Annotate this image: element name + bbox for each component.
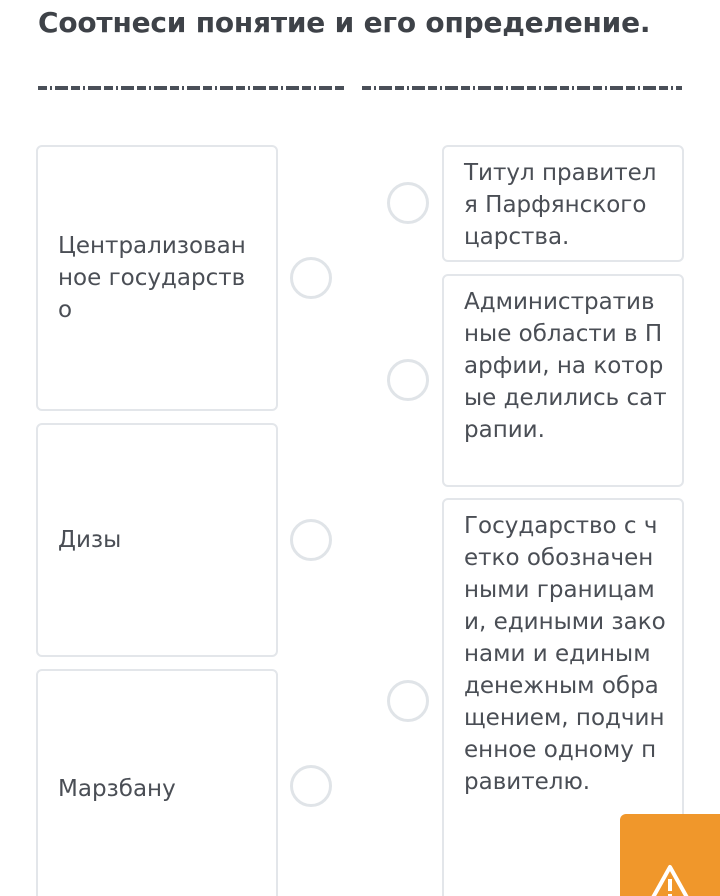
term-card[interactable]	[36, 423, 278, 657]
term-connector-radio[interactable]	[290, 765, 332, 807]
definition-label: Государство с четко обозначенными границами, едиными законами и единым денежным обращением, подчиненное одному правителю.	[464, 513, 666, 795]
definition-label: Административные области в Парфии, на которые делились сатрапии.	[464, 289, 667, 443]
term-label: Дизы	[58, 527, 122, 553]
term-connector-radio[interactable]	[290, 257, 332, 299]
divider-right	[362, 86, 682, 90]
warning-icon	[648, 864, 692, 896]
term-card[interactable]	[36, 669, 278, 896]
definition-card[interactable]	[442, 145, 684, 262]
term-card[interactable]	[36, 145, 278, 411]
definition-connector-radio[interactable]	[387, 182, 429, 224]
page-title: Соотнеси понятие и его определение.	[38, 6, 651, 39]
term-label: Марзбану	[58, 776, 176, 802]
report-button[interactable]	[620, 814, 720, 896]
term-connector-radio[interactable]	[290, 519, 332, 561]
definition-label: Титул правителя Парфянского царства.	[464, 160, 657, 250]
definition-connector-radio[interactable]	[387, 359, 429, 401]
divider-left	[38, 86, 344, 90]
term-label: Централизованное государство	[58, 233, 246, 323]
definition-card[interactable]	[442, 274, 684, 487]
definition-connector-radio[interactable]	[387, 680, 429, 722]
